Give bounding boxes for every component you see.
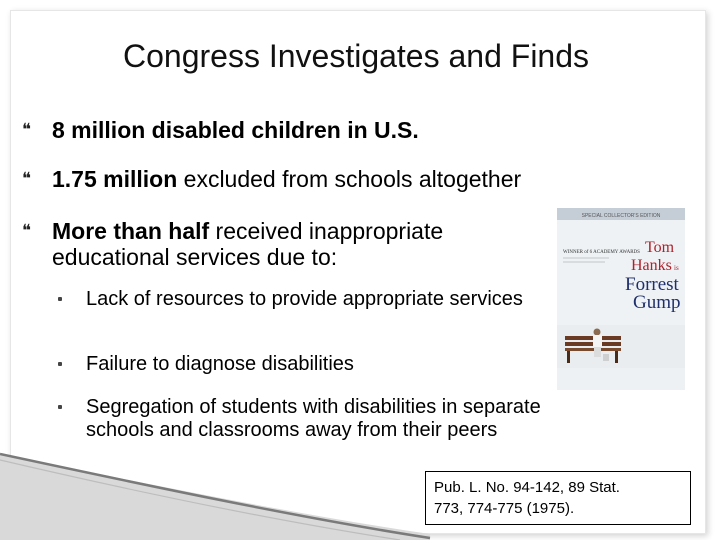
- bullet-icon: ❝: [22, 169, 32, 189]
- bullet-icon: ❝: [22, 221, 32, 241]
- bullet-icon: ❝: [22, 120, 32, 140]
- forrest-gump-dvd-cover-image: [557, 208, 685, 390]
- slide-title: Congress Investigates and Finds: [122, 38, 590, 74]
- citation-line-1: Pub. L. No. 94-142, 89 Stat.: [434, 479, 620, 496]
- dvd-awards-text: WINNER of 6 ACADEMY AWARDS: [563, 250, 640, 255]
- sub-bullet-text: Failure to diagnose disabilities: [86, 353, 354, 375]
- sub-bullet-text: Segregation of students with disabilities in separate schools and classrooms away from their peers: [86, 396, 541, 441]
- citation-box: [425, 471, 691, 525]
- bullet-bold-text: More than half: [52, 218, 210, 244]
- bullet-bold-text: 1.75 million: [52, 166, 178, 192]
- sub-bullet-icon: [58, 297, 62, 301]
- dvd-actor-first: Tom: [645, 239, 675, 256]
- citation-line-2: 773, 774-775 (1975).: [434, 500, 575, 517]
- bullet-text: excluded from schools altogether: [177, 166, 522, 192]
- bullet-bold-text: 8 million disabled children in U.S.: [52, 117, 419, 143]
- bullet-text: received inappropriate educational services due to:: [52, 218, 444, 270]
- sub-bullet-icon: [58, 362, 62, 366]
- sub-bullet-icon: [58, 405, 62, 409]
- dvd-title-gump: Gump: [633, 292, 681, 313]
- dvd-top-band-text: SPECIAL COLLECTOR'S EDITION: [581, 213, 661, 219]
- sub-bullet-text: Lack of resources to provide appropriate services: [86, 288, 523, 310]
- dvd-actor-last: Hanks: [631, 257, 672, 274]
- dvd-connector: is: [674, 264, 679, 272]
- dvd-title-forrest: Forrest: [625, 274, 679, 295]
